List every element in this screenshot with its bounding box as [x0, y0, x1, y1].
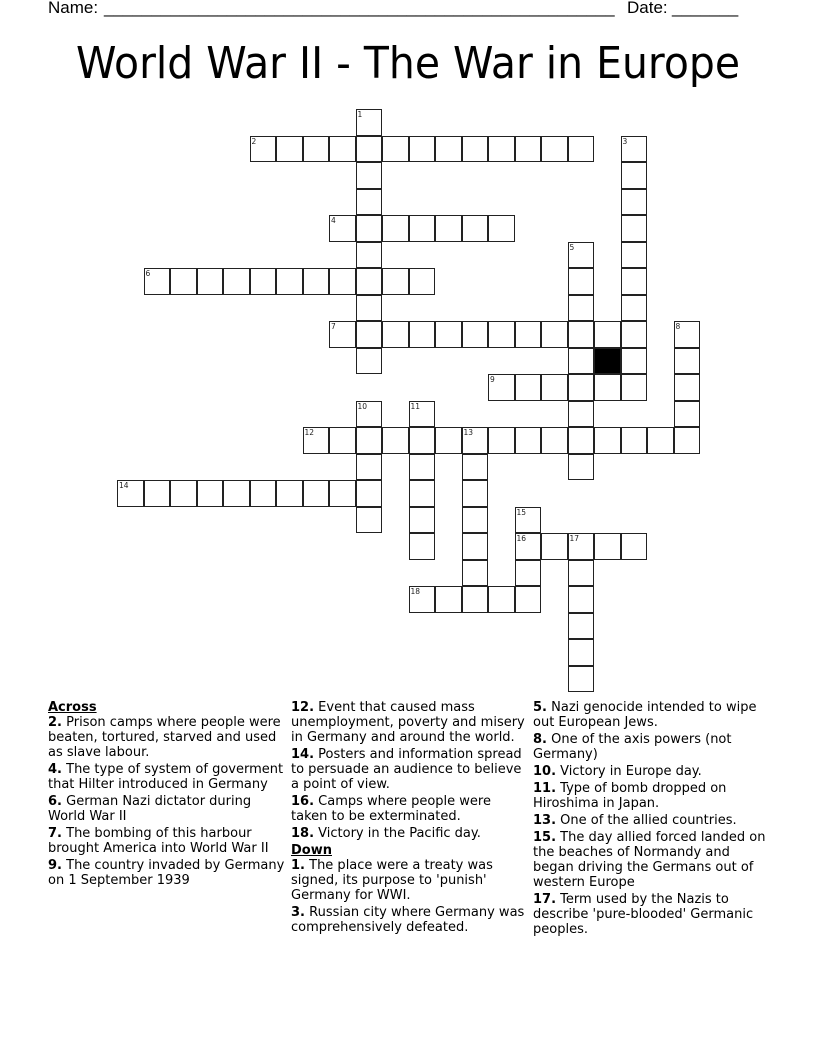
- grid-cell[interactable]: [356, 215, 383, 242]
- grid-cell[interactable]: [276, 268, 303, 295]
- grid-cell[interactable]: [276, 480, 303, 507]
- grid-cell[interactable]: [409, 321, 436, 348]
- clue-number: 17.: [533, 892, 557, 907]
- grid-cell[interactable]: [541, 321, 568, 348]
- grid-cell[interactable]: [250, 480, 277, 507]
- clue-number-label: 17: [569, 534, 580, 543]
- grid-cell[interactable]: [462, 560, 489, 587]
- grid-cell[interactable]: [197, 268, 224, 295]
- clue-down-3: [291, 905, 531, 935]
- clue-number-label: 18: [410, 587, 421, 596]
- grid-cell[interactable]: [488, 586, 515, 613]
- grid-cell[interactable]: [303, 480, 330, 507]
- grid-cell[interactable]: [144, 480, 171, 507]
- clue-text: Prison camps where people were beaten, tortured, starved and used as slave labour.: [48, 715, 281, 760]
- clue-across-12: [291, 700, 531, 745]
- clue-number-label: 2: [251, 136, 257, 146]
- clue-number: 10.: [533, 764, 557, 779]
- clue-across-14: [291, 747, 531, 792]
- clue-number-label: 9: [490, 375, 495, 384]
- grid-cell[interactable]: [435, 136, 462, 163]
- grid-cell[interactable]: [462, 454, 489, 481]
- clue-number-label: 8: [675, 322, 681, 331]
- clues-column-1: [48, 700, 288, 890]
- grid-cell[interactable]: [356, 295, 383, 322]
- grid-cell[interactable]: [435, 321, 462, 348]
- clue-text: The place were a treaty was signed, its purpose to 'punish' Germany for WWI.: [291, 858, 493, 903]
- clue-across-7: [48, 826, 288, 856]
- clue-across-16: [291, 794, 531, 824]
- grid-cell[interactable]: [356, 507, 383, 534]
- grid-cell[interactable]: [462, 533, 489, 560]
- grid-cell[interactable]: [356, 480, 383, 507]
- clue-down-13: [533, 813, 773, 828]
- clue-number: 9.: [48, 858, 62, 873]
- clue-text: Term used by the Nazis to describe 'pure-blooded' Germanic peoples.: [533, 892, 754, 937]
- clue-down-1: [291, 858, 531, 903]
- grid-cell[interactable]: [356, 189, 383, 216]
- clue-number-label: 16: [516, 534, 527, 543]
- grid-cell[interactable]: [674, 427, 701, 454]
- clue-number-label: 6: [145, 269, 151, 278]
- grid-cell[interactable]: [647, 427, 674, 454]
- grid-cell[interactable]: [594, 374, 621, 401]
- down-heading: Down: [291, 843, 332, 858]
- grid-cell[interactable]: [409, 454, 436, 481]
- grid-cell[interactable]: [462, 136, 489, 163]
- grid-cell[interactable]: [568, 401, 595, 428]
- grid-cell[interactable]: [329, 427, 356, 454]
- grid-cell[interactable]: [568, 533, 595, 560]
- clue-number: 5.: [533, 700, 547, 715]
- grid-cell[interactable]: [382, 427, 409, 454]
- grid-cell[interactable]: [276, 136, 303, 163]
- clue-number-label: 5: [569, 242, 575, 252]
- grid-cell[interactable]: [303, 427, 330, 454]
- clue-across-18: [291, 826, 531, 841]
- grid-cell[interactable]: [462, 480, 489, 507]
- clue-number: 6.: [48, 794, 62, 809]
- grid-cell[interactable]: [435, 427, 462, 454]
- clue-number: 16.: [291, 794, 315, 809]
- grid-cell[interactable]: [568, 666, 595, 693]
- grid-cell[interactable]: [621, 533, 648, 560]
- clues-column-3: [533, 700, 773, 939]
- grid-cell[interactable]: [621, 427, 648, 454]
- clue-text: One of the allied countries.: [560, 813, 737, 828]
- clue-number: 3.: [291, 905, 305, 920]
- grid-cell[interactable]: [462, 215, 489, 242]
- clue-text: Camps where people were taken to be exterminated.: [291, 794, 491, 824]
- clue-down-10: [533, 764, 773, 779]
- grid-cell[interactable]: [409, 427, 436, 454]
- clue-number: 2.: [48, 715, 62, 730]
- clue-text: Victory in Europe day.: [560, 764, 702, 779]
- clue-number: 15.: [533, 830, 557, 845]
- grid-cell[interactable]: [568, 268, 595, 295]
- grid-cell[interactable]: [409, 533, 436, 560]
- grid-cell[interactable]: [621, 215, 648, 242]
- grid-cell[interactable]: [674, 321, 701, 348]
- page-title: World War II - The War in Europe: [75, 38, 741, 89]
- clue-number-label: 1: [357, 110, 363, 119]
- grid-cell[interactable]: [303, 136, 330, 163]
- grid-cell[interactable]: [356, 401, 383, 428]
- grid-cell[interactable]: [621, 162, 648, 189]
- clue-across-2: [48, 715, 288, 760]
- grid-cell[interactable]: [435, 215, 462, 242]
- clue-number: 11.: [533, 781, 557, 796]
- grid-cell[interactable]: [541, 374, 568, 401]
- grid-cell[interactable]: [462, 586, 489, 613]
- grid-cell[interactable]: [488, 215, 515, 242]
- grid-cell[interactable]: [621, 374, 648, 401]
- clue-number-label: 12: [304, 428, 315, 437]
- clue-number: 8.: [533, 732, 547, 747]
- grid-cell[interactable]: [568, 560, 595, 587]
- clue-down-17: [533, 892, 773, 937]
- grid-cell[interactable]: [568, 454, 595, 481]
- grid-cell[interactable]: [568, 295, 595, 322]
- grid-cell[interactable]: [621, 321, 648, 348]
- grid-cell[interactable]: [621, 242, 648, 269]
- grid-cell[interactable]: [223, 480, 250, 507]
- grid-cell[interactable]: [409, 480, 436, 507]
- grid-cell[interactable]: [462, 321, 489, 348]
- grid-cell[interactable]: [462, 507, 489, 534]
- clue-number: 13.: [533, 813, 557, 828]
- grid-cell[interactable]: [568, 136, 595, 163]
- clue-text: Nazi genocide intended to wipe out European Jews.: [533, 700, 757, 730]
- grid-cell[interactable]: [409, 268, 436, 295]
- grid-cell[interactable]: [515, 533, 542, 560]
- grid-cell[interactable]: [568, 242, 595, 269]
- clue-down-5: [533, 700, 773, 730]
- grid-cell[interactable]: [356, 268, 383, 295]
- grid-cell[interactable]: [488, 136, 515, 163]
- clue-number-label: 4: [331, 216, 336, 225]
- grid-cell[interactable]: [541, 427, 568, 454]
- grid-cell[interactable]: [515, 560, 542, 587]
- grid-cell[interactable]: [435, 586, 462, 613]
- clue-text: Russian city where Germany was comprehensively defeated.: [291, 905, 525, 935]
- clue-across-6: [48, 794, 288, 824]
- grid-cell[interactable]: [621, 348, 648, 375]
- grid-cell[interactable]: [515, 507, 542, 534]
- grid-cell[interactable]: [382, 136, 409, 163]
- grid-cell[interactable]: [621, 189, 648, 216]
- grid-cell[interactable]: [515, 321, 542, 348]
- grid-cell[interactable]: [568, 374, 595, 401]
- grid-cell[interactable]: [356, 427, 383, 454]
- grid-cell[interactable]: [594, 427, 621, 454]
- grid-cell[interactable]: [621, 295, 648, 322]
- grid-cell[interactable]: [568, 613, 595, 640]
- grid-cell[interactable]: [356, 136, 383, 163]
- grid-cell[interactable]: [568, 348, 595, 375]
- grid-cell[interactable]: [382, 321, 409, 348]
- clue-text: The country invaded by Germany on 1 September 1939: [48, 858, 285, 888]
- grid-cell[interactable]: [409, 136, 436, 163]
- date-label: Date:: [627, 0, 668, 17]
- grid-cell[interactable]: [329, 321, 356, 348]
- clue-text: Type of bomb dropped on Hiroshima in Japan.: [533, 781, 727, 811]
- clue-down-8: [533, 732, 773, 762]
- clue-number-label: 15: [516, 507, 527, 517]
- clue-number: 4.: [48, 762, 62, 777]
- grid-cell[interactable]: [356, 454, 383, 481]
- grid-cell[interactable]: [568, 427, 595, 454]
- grid-cell[interactable]: [356, 321, 383, 348]
- grid-cell[interactable]: [329, 215, 356, 242]
- grid-cell[interactable]: [621, 136, 648, 163]
- grid-cell[interactable]: [515, 374, 542, 401]
- grid-cell[interactable]: [594, 533, 621, 560]
- clue-number-label: 14: [119, 481, 129, 490]
- grid-cell[interactable]: [356, 348, 383, 375]
- clue-text: Victory in the Pacific day.: [318, 826, 481, 841]
- grid-cell[interactable]: [356, 242, 383, 269]
- clue-text: Event that caused mass unemployment, poverty and misery in Germany and around the world.: [291, 700, 525, 745]
- grid-cell[interactable]: [382, 268, 409, 295]
- grid-cell[interactable]: [329, 268, 356, 295]
- grid-cell[interactable]: [409, 215, 436, 242]
- grid-cell[interactable]: [674, 401, 701, 428]
- grid-cell[interactable]: [329, 136, 356, 163]
- date-field[interactable]: _______: [672, 0, 739, 17]
- grid-cell[interactable]: [462, 427, 489, 454]
- clue-down-15: [533, 830, 773, 890]
- grid-cell[interactable]: [488, 374, 515, 401]
- grid-cell[interactable]: [117, 480, 144, 507]
- grid-cell[interactable]: [568, 639, 595, 666]
- grid-cell[interactable]: [303, 268, 330, 295]
- grid-cell[interactable]: [170, 480, 197, 507]
- clue-number-label: 13: [463, 428, 474, 437]
- clue-text: German Nazi dictator during World War II: [48, 794, 252, 824]
- grid-cell[interactable]: [144, 268, 171, 295]
- name-label: Name:: [48, 0, 99, 17]
- clue-text: The bombing of this harbour brought America into World War II: [48, 826, 269, 856]
- grid-cell[interactable]: [250, 136, 277, 163]
- clue-text: The day allied forced landed on the beaches of Normandy and began driving the Germans out of western Europe: [533, 830, 766, 890]
- black-cell: [594, 348, 621, 375]
- grid-cell[interactable]: [409, 586, 436, 613]
- grid-cell[interactable]: [382, 215, 409, 242]
- grid-cell[interactable]: [594, 321, 621, 348]
- grid-cell[interactable]: [197, 480, 224, 507]
- clue-number: 7.: [48, 826, 62, 841]
- clue-down-11: [533, 781, 773, 811]
- grid-cell[interactable]: [541, 533, 568, 560]
- grid-cell[interactable]: [515, 427, 542, 454]
- grid-cell[interactable]: [674, 374, 701, 401]
- across-heading: Across: [48, 700, 97, 715]
- grid-cell[interactable]: [170, 268, 197, 295]
- clue-number-label: 10: [357, 401, 368, 411]
- clue-number-label: 3: [622, 136, 628, 146]
- grid-cell[interactable]: [621, 268, 648, 295]
- grid-cell[interactable]: [674, 348, 701, 375]
- grid-cell[interactable]: [488, 321, 515, 348]
- clue-number: 1.: [291, 858, 305, 873]
- grid-cell[interactable]: [488, 427, 515, 454]
- grid-cell[interactable]: [356, 162, 383, 189]
- clue-text: The type of system of goverment that Hilter introduced in Germany: [48, 762, 284, 792]
- clue-number-label: 7: [331, 322, 336, 331]
- clues-column-2: [291, 700, 531, 937]
- clue-number: 18.: [291, 826, 315, 841]
- grid-cell[interactable]: [568, 321, 595, 348]
- clue-number: 12.: [291, 700, 315, 715]
- grid-cell[interactable]: [329, 480, 356, 507]
- grid-cell[interactable]: [409, 507, 436, 534]
- clue-number: 14.: [291, 747, 315, 762]
- grid-cell[interactable]: [223, 268, 250, 295]
- name-field[interactable]: ______________________________________________________: [104, 0, 615, 17]
- clue-number-label: 11: [410, 401, 421, 411]
- grid-cell[interactable]: [409, 401, 436, 428]
- grid-cell[interactable]: [568, 586, 595, 613]
- grid-cell[interactable]: [356, 109, 383, 136]
- grid-cell[interactable]: [250, 268, 277, 295]
- clue-text: Posters and information spread to persuade an audience to believe a point of view.: [291, 747, 522, 792]
- grid-cell[interactable]: [541, 136, 568, 163]
- grid-cell[interactable]: [515, 136, 542, 163]
- grid-cell[interactable]: [515, 586, 542, 613]
- clue-across-4: [48, 762, 288, 792]
- clue-across-9: [48, 858, 288, 888]
- clue-text: One of the axis powers (not Germany): [533, 732, 732, 762]
